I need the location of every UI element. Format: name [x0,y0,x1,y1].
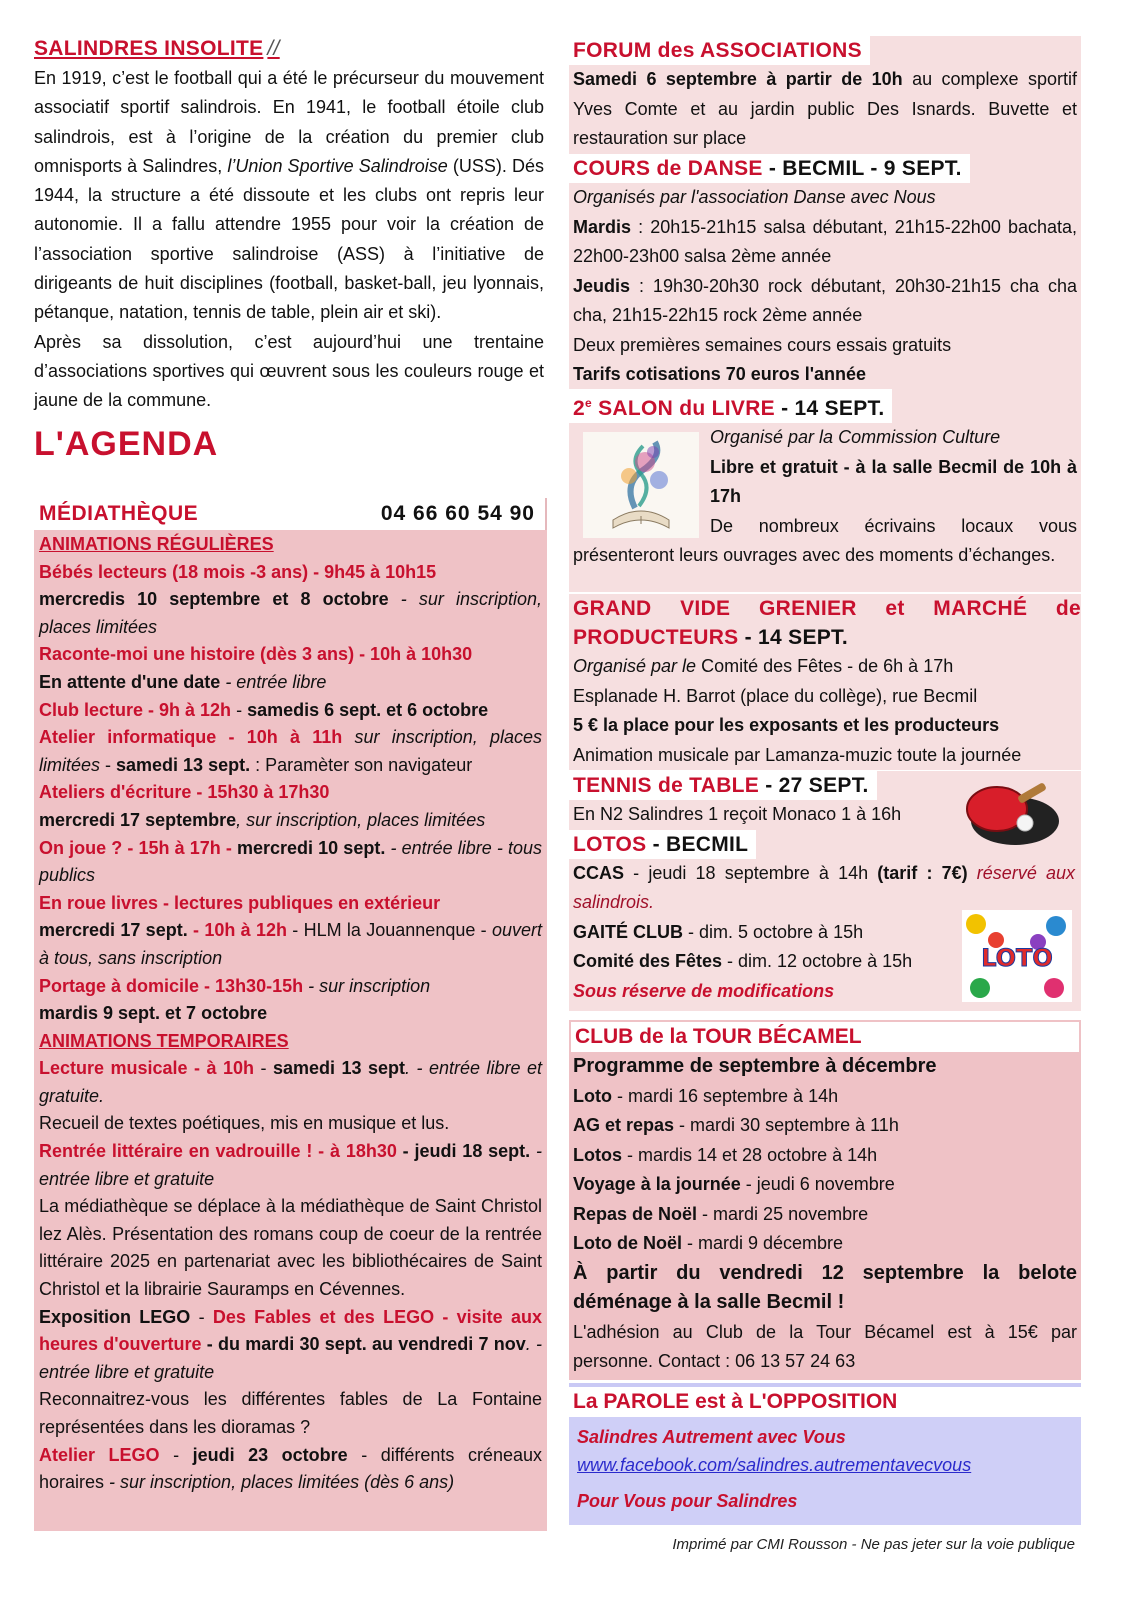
club-section: CLUB de la TOUR BÉCAMEL Programme de septembre à décembre Loto - mardi 16 septembre à 14h AG et repas - mardi 30 septembre à 11h Lotos - mardis 14 et 28 octobre à 14h Voyage à la journée - jeudi 6 novembre Repas de Noël - mardi 25 novembre Loto de Noël - mardi 9 décembre À partir du vendredi 12 septembre la belote déménage à la salle Becmil ! L'adhésion au Club de la Tour Bécamel est à 15€ par personne. Contact : 06 13 57 24 63 [569,1020,1081,1380]
forum-section: FORUM des ASSOCIATIONS Samedi 6 septembre à partir de 10h au complexe sportif Yves Comte et au jardin public Des Isnards. Buvette et restauration sur place [569,36,1081,160]
table-tennis-icon [955,775,1065,853]
mediatheque-header [34,498,547,530]
club-title: CLUB de la TOUR BÉCAMEL [569,1020,1081,1052]
loto-icon [962,910,1072,1002]
mediatheque-title: MÉDIATHÈQUE [39,502,199,525]
list-item: Voyage à la journée - jeudi 6 novembre [573,1174,895,1194]
tennis-lotos-section: TENNIS de TABLE - 27 SEPT. En N2 Salindres 1 reçoit Monaco 1 à 16h LOTOS - BECMIL CCAS - jeudi 18 septembre à 14h (tarif : 7€) réservé aux salindrois. GAITÉ CLUB - dim. 5 octobre à 15h Comité des Fêtes - dim. 12 octobre à 15h Sous réserve de modifications [569,771,1081,1011]
mediatheque-phone: 04 66 60 54 90 [380,502,535,525]
list-item: Repas de Noël - mardi 25 novembre [573,1203,869,1224]
vide-grenier-title: GRAND VIDE GRENIER et MARCHÉ de PRODUCTEURS - 14 SEPT. [573,597,1081,649]
facebook-link[interactable]: www.facebook.com/salindres.autrementavecvous [577,1455,972,1475]
forum-title: FORUM des ASSOCIATIONS [569,36,870,65]
list-item: AG et repas - mardi 30 septembre à 11h [573,1115,899,1135]
insolite-title: SALINDRES INSOLITE // [34,37,280,60]
book-illustration-icon [583,432,699,538]
opposition-section [569,1383,1081,1525]
danse-title: COURS de DANSE - BECMIL - 9 SEPT. [569,154,970,183]
lotos-title: LOTOS - BECMIL [569,830,756,859]
opposition-title: La PAROLE est à L'OPPOSITION [569,1383,1081,1417]
left-column [34,34,544,466]
danse-section: COURS de DANSE - BECMIL - 9 SEPT. Organisés par l'association Danse avec Nous Mardis : 20h15-21h15 salsa débutant, 21h15-22h00 bachata, 22h00-23h00 salsa 2ème année Jeudis : 19h30-20h30 rock débutant, 20h30-21h15 cha cha cha, 21h15-22h15 rock 2ème année Deux premières semaines cours essais gratuits Tarifs cotisations 70 euros l'année [569,154,1081,390]
footer: Imprimé par CMI Rousson - Ne pas jeter sur la voie publique [672,1536,1075,1553]
mediatheque-section [34,498,547,1531]
regular-title: ANIMATIONS RÉGULIÈRES [39,534,274,554]
list-item: Lotos - mardis 14 et 28 octobre à 14h [573,1144,878,1165]
salon-section: 2e SALON du LIVRE - 14 SEPT. Organisé par la Commission Culture Libre et gratuit - à la salle Becmil de 10h à 17h De nombreux écrivains locaux vous présenteront leurs ouvrages avec des moments d’échanges. [569,389,1081,592]
club-program-list [569,1082,1081,1259]
list-item: Loto de Noël - mardi 9 décembre [573,1233,844,1253]
temporary-title: ANIMATIONS TEMPORAIRES [39,1030,289,1051]
mediatheque-body: ANIMATIONS RÉGULIÈRES Bébés lecteurs (18 mois -3 ans) - 9h45 à 10h15 mercredis 10 septembre et 8 octobre - sur inscription, places limitées Raconte-moi une histoire (dès 3 ans) - 10h à 10h30 En attente d'une date - entrée libre Club lecture - 9h à 12h - samedis 6 sept. et 6 octobre Atelier informatique - 10h à 11h sur inscription, places limitées - samedi 13 sept. : Paramèter son navigateur Ateliers d'écriture - 15h30 à 17h30 mercredi 17 septembre, sur inscription, places limitées On joue ? - 15h à 17h - mercredi 10 sept. - entrée libre - tous publics En roue livres - lectures publiques en extérieur mercredi 17 sept. - 10h à 12h - HLM la Jouannenque - ouvert à tous, sans inscription Portage à domicile - 13h30-15h - sur inscription mardis 9 sept. et 7 octobre ANIMATIONS TEMPORAIRES Lecture musicale - à 10h - samedi 13 sept. - entrée libre et gratuite. Recueil de textes poétiques, mis en musique et lus. Rentrée littéraire en vadrouille ! - à 18h30 - jeudi 18 sept. - entrée libre et gratuite La médiathèque se déplace à la médiathèque de Saint Christol lez Alès. Présentation des romans coup de coeur de la rentrée littéraire 2025 en partenariat avec les bibliothécaires de Saint Christol et la librairie Sauramps en Cévennes. Exposition LEGO - Des Fables et des LEGO - visite aux heures d'ouverture - du mardi 30 sept. au vendredi 7 nov. - entrée libre et gratuite Reconnaitrez-vous les différentes fables de La Fontaine représentées dans les dioramas ? Atelier LEGO - jeudi 23 octobre - différents créneaux horaires - sur inscription, places limitées (dès 6 ans) [34,530,547,1531]
loto-image-text: LOTO [981,944,1053,972]
list-item: Loto - mardi 16 septembre à 14h [573,1085,839,1106]
salon-title: 2e SALON du LIVRE - 14 SEPT. [569,389,892,423]
tennis-title: TENNIS de TABLE - 27 SEPT. [569,771,877,800]
vide-grenier-section: GRAND VIDE GRENIER et MARCHÉ de PRODUCTEURS - 14 SEPT. Organisé par le Comité des Fêtes - de 6h à 17h Esplanade H. Barrot (place du collège), rue Becmil 5 € la place pour les exposants et les producteurs Animation musicale par Lamanza-muzic toute la journée [569,594,1081,770]
agenda-title: L'AGENDA [34,424,219,463]
insolite-body: En 1919, c’est le football qui a été le précurseur du mouvement associatif sportif salindrois. En 1941, le football étoile club salindrois, est à l’origine de la création du premier club omnisports à Salindres, l’Union Sportive Salindroise (USS). Dés 1944, la structure a été dissoute et les clubs ont repris leur autonomie. Il a fallu attendre 1955 pour voir la création de l’association sportive salindroise (ASS) à l’initiative de dirigeants de huit disciplines (football, basket-ball, jeu lyonnais, pétanque, natation, tennis de table, plein air et ski). Après sa dissolution, c’est aujourd’hui une trentaine d’associations sportives qui œuvrent sous les couleurs rouge et jaune de la commune. [34,68,544,411]
opposition-body: Salindres Autrement avec Vous www.facebook.com/salindres.autrementavecvous Pour Vous pour Salindres [569,1417,1081,1525]
